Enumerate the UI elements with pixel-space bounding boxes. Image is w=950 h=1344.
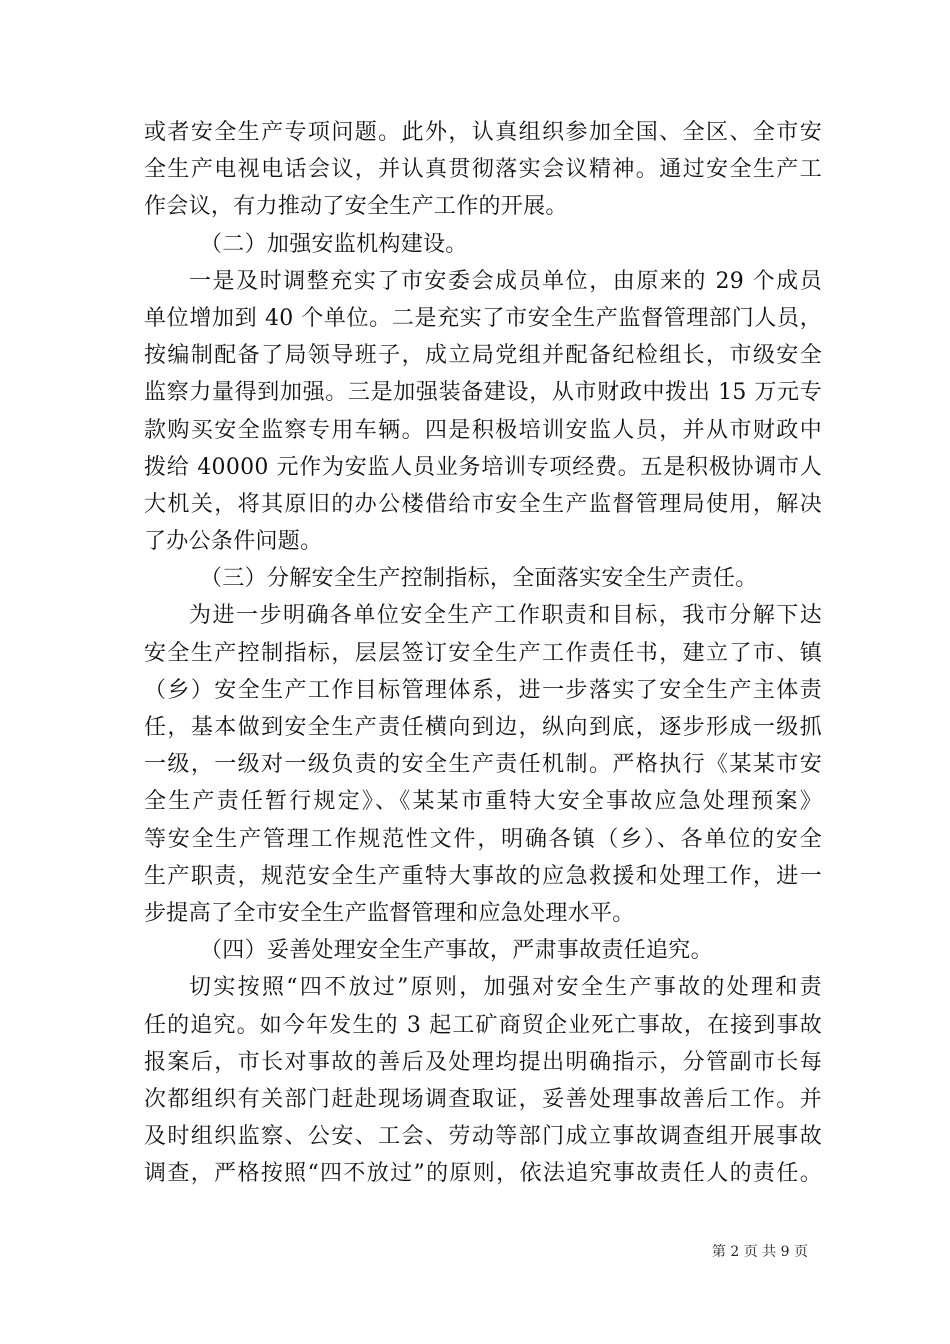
- text-line: 或者安全生产专项问题。此外，认真组织参加全国、全区、全市安: [144, 120, 822, 145]
- page-number: 第 2 页 共 9 页: [711, 1244, 808, 1260]
- text-line: 任的追究。如今年发生的 3 起工矿商贸企业死亡事故，在接到事故: [144, 1012, 822, 1038]
- text-line: 全生产责任暂行规定》、《某某市重特大安全事故应急处理预案》: [144, 789, 822, 815]
- text-line: 作会议，有力推动了安全生产工作的开展。: [144, 194, 568, 220]
- text-line: 切实按照“四不放过”原则，加强对安全生产事故的处理和责: [189, 975, 822, 1001]
- text-line: 报案后，市长对事故的善后及处理均提出明确指示，分管副市长每: [144, 1049, 822, 1075]
- text-line: 为进一步明确各单位安全生产工作职责和目标，我市分解下达: [189, 603, 822, 629]
- text-line: 大机关，将其原旧的办公楼借给市安全生产监督管理局使用，解决: [144, 491, 822, 517]
- text-line: 了办公条件问题。: [144, 529, 323, 555]
- text-line: 一是及时调整充实了市安委会成员单位，由原来的 29 个成员: [189, 268, 822, 294]
- text-line: 调查，严格按照“四不放过”的原则，依法追究事故责任人的责任。: [144, 1161, 822, 1187]
- text-line: 款购买安全监察专用车辆。四是积极培训安监人员，并从市财政中: [144, 417, 822, 443]
- text-line: 按编制配备了局领导班子，成立局党组并配备纪检组长，市级安全: [144, 343, 822, 369]
- text-line: （乡）安全生产工作目标管理体系，进一步落实了安全生产主体责: [144, 677, 822, 703]
- section-heading: （四）妥善处理安全生产事故，严肃事故责任追究。: [200, 938, 713, 964]
- text-line: 安全生产控制指标，层层签订安全生产工作责任书，建立了市、镇: [144, 640, 822, 666]
- text-line: 及时组织监察、公安、工会、劳动等部门成立事故调查组开展事故: [144, 1124, 822, 1150]
- text-line: 单位增加到 40 个单位。二是充实了市安全生产监督管理部门人员，: [144, 305, 822, 331]
- text-line: 全生产电视电话会议，并认真贯彻落实会议精神。通过安全生产工: [144, 157, 822, 183]
- text-line: 等安全生产管理工作规范性文件，明确各镇（乡）、各单位的安全: [144, 826, 822, 852]
- section-heading: （二）加强安监机构建设。: [200, 231, 468, 257]
- document-body: [144, 114, 822, 1192]
- section-heading: （三）分解安全生产控制指标，全面落实安全生产责任。: [200, 566, 758, 592]
- text-line: 任，基本做到安全生产责任横向到边，纵向到底，逐步形成一级抓: [144, 715, 822, 740]
- text-line: 步提高了全市安全生产监督管理和应急处理水平。: [144, 900, 635, 926]
- text-line: 生产职责，规范安全生产重特大事故的应急救援和处理工作，进一: [144, 863, 822, 889]
- text-line: 监察力量得到加强。三是加强装备建设，从市财政中拨出 15 万元专: [144, 380, 822, 406]
- text-line: 次都组织有关部门赶赴现场调查取证，妥善处理事故善后工作。并: [144, 1086, 822, 1112]
- text-line: 拨给 40000 元作为安监人员业务培训专项经费。五是积极协调市人: [144, 454, 822, 480]
- text-line: 一级，一级对一级负责的安全生产责任机制。严格执行《某某市安: [144, 752, 822, 778]
